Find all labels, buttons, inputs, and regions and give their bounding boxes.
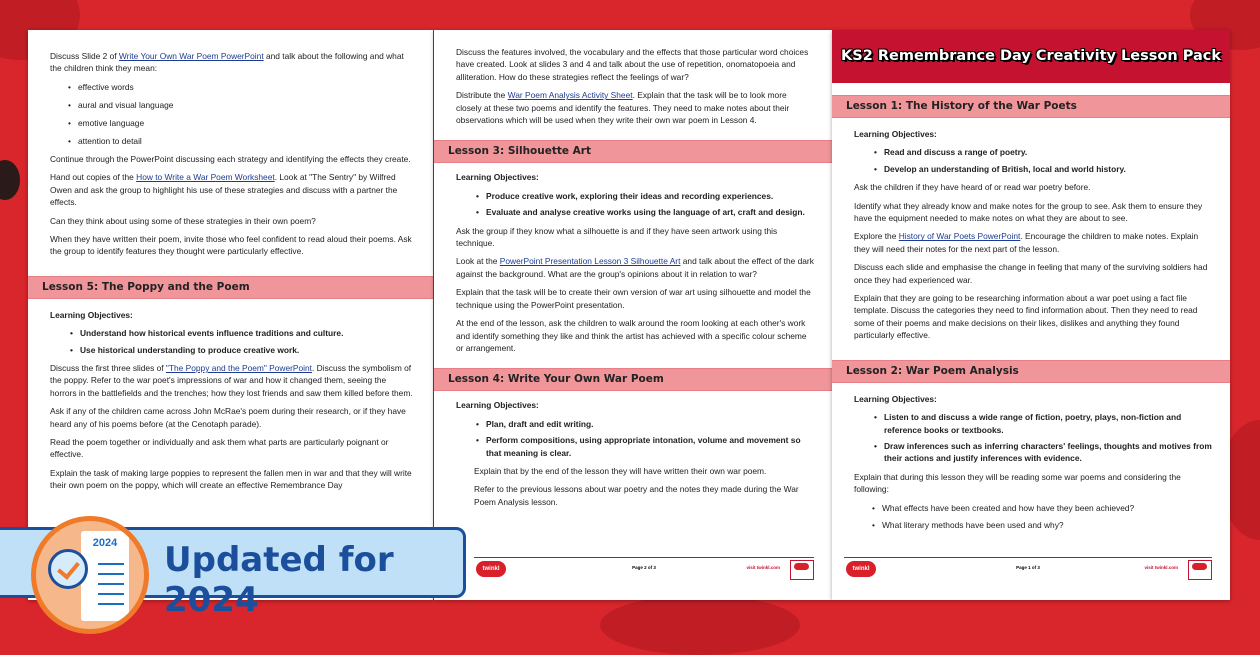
paragraph	[854, 230, 1212, 255]
list-item: • Listen to and discuss a wide range of fiction, poetry, plays, non-fiction and reference books or textbooks.	[874, 411, 1212, 436]
refresh-check-icon	[48, 549, 88, 589]
list-item: • effective words	[68, 81, 415, 93]
paragraph-text: . Encourage the children to make notes. Explain they will need their notes for the next part of the lesson.	[854, 231, 1199, 254]
banner-text: Updated for 2024	[164, 540, 394, 620]
paragraph	[456, 286, 814, 311]
page-footer	[474, 557, 814, 580]
paragraph	[50, 215, 415, 227]
list-item: • aural and visual language	[68, 99, 415, 111]
paragraph-text: When they have written their poem, invite those who feel confident to read aloud their poems. Ask the group to identify features they thought were particularly effective.	[50, 233, 412, 257]
resource-link[interactable]: PowerPoint Presentation Lesson 3 Silhouette Art	[499, 256, 681, 267]
paragraph-text: Refer to the previous lessons about war poetry and the notes they made during the War Poem Analysis lesson.	[474, 484, 799, 507]
paragraph	[456, 317, 814, 354]
paragraph	[456, 225, 814, 250]
paragraph-text: and talk about the effect of the dark against the background. What are the group's opinions about it in relation to war?	[456, 256, 814, 279]
list-item: • Use historical understanding to produce creative work.	[70, 344, 415, 356]
paragraph-text: Discuss each slide and emphasise the change in feeling that many of the surviving soldiers had once they had experienced war.	[854, 262, 1208, 285]
resource-link[interactable]: War Poem Analysis Activity Sheet	[507, 90, 633, 101]
updated-badge	[31, 516, 149, 634]
learning-objectives-label: Learning Objectives:	[456, 172, 539, 183]
paragraph	[50, 153, 415, 165]
paragraph-text: Ask if any of the children came across John McRae's poem during their research, or if they have heard any of his poems before (at the Cenotaph parade).	[50, 406, 406, 429]
learning-objectives-label: Learning Objectives:	[456, 400, 539, 411]
list-item: • Plan, draft and edit writing.	[476, 418, 814, 430]
page-footer	[844, 557, 1212, 580]
list-item: • Read and discuss a range of poetry.	[874, 146, 1212, 158]
paragraph-text: and talk about the following and what the children think they mean:	[50, 51, 404, 74]
learning-objectives-list	[70, 327, 415, 356]
site-link[interactable]: visit twinkl.com	[746, 565, 780, 570]
paragraph	[854, 471, 1212, 496]
paragraph	[474, 483, 814, 508]
list-item: • Evaluate and analyse creative works using the language of art, craft and design.	[476, 206, 814, 218]
quality-badge-icon	[1188, 560, 1212, 580]
list-item: • What literary methods have been used and why?	[872, 519, 1212, 531]
list-item: • Draw inferences such as inferring characters' feelings, thoughts and motives from their actions and justify inferences with evidence.	[874, 440, 1212, 465]
paragraph	[50, 50, 415, 75]
paragraph-text: . Look at "The Sentry" by Wilfred Owen and ask the group to highlight his use of these strategies and discuss with a partner the effects.	[50, 172, 398, 208]
paragraph-text: Identify what they already know and make notes for the group to see. Ask them to ensure they have the equipment needed to make notes on what they are about to see.	[854, 200, 1203, 224]
list-item: • Develop an understanding of British, local and world history.	[874, 163, 1212, 175]
resource-link[interactable]: "The Poppy and the Poem" PowerPoint	[165, 363, 312, 373]
paragraph	[50, 362, 415, 399]
paragraph-text: Explain that during this lesson they will be reading some war poems and considering the following:	[854, 471, 1181, 495]
paragraph	[50, 436, 415, 461]
lesson-heading: Lesson 1: The History of the War Poets	[832, 95, 1230, 118]
learning-objectives-list	[476, 418, 814, 459]
resource-link[interactable]: Write Your Own War Poem PowerPoint	[118, 51, 264, 61]
paragraph-text: Discuss Slide 2 of	[50, 51, 119, 61]
lesson-heading: Lesson 4: Write Your Own War Poem	[434, 368, 832, 391]
page-number: Page 1 of 3	[1016, 565, 1040, 570]
paragraph-text: At the end of the lesson, ask the children to walk around the room looking at each other's work and identify something they like and think the artist has achieved with a specific colour scheme or arrangement.	[456, 318, 807, 353]
poppy-center-decoration	[0, 160, 20, 200]
paragraph-text: . Discuss the symbolism of the poppy. Refer to the war poet's impressions of war and how it changed them, seeing the horrors in the battlefields and the trenches; how they lost friends and saw them killed before them.	[50, 363, 413, 398]
paragraph-text: Distribute the	[456, 90, 508, 101]
poppy-decoration	[600, 595, 800, 655]
learning-objectives-label: Learning Objectives:	[854, 129, 937, 139]
lesson-heading: Lesson 5: The Poppy and the Poem	[28, 276, 433, 299]
paragraph	[50, 233, 415, 258]
check-icon	[57, 556, 80, 580]
learning-objectives-list	[874, 411, 1212, 465]
site-link[interactable]: visit twinkl.com	[1144, 565, 1178, 570]
learning-objectives-list	[476, 190, 814, 219]
paragraph-text: Continue through the PowerPoint discussing each strategy and identifying the effects they create.	[50, 153, 411, 164]
paragraph-text: Explain that by the end of the lesson they will have written their own war poem.	[474, 465, 767, 476]
learning-objectives-list	[874, 146, 1212, 175]
twinkl-logo: twinkl	[846, 561, 876, 577]
paragraph	[50, 171, 415, 208]
paragraph	[456, 255, 814, 280]
learning-objectives-label: Learning Objectives:	[854, 393, 937, 404]
paragraph-text: Can they think about using some of these strategies in their own poem?	[50, 215, 316, 226]
list-item: • Understand how historical events influence traditions and culture.	[70, 327, 415, 339]
document-title: KS2 Remembrance Day Creativity Lesson Pack	[832, 30, 1230, 83]
paragraph-text: Explain that the task will be to create their own version of war art using silhouette and model the technique using the PowerPoint presentation.	[456, 287, 811, 310]
badge-year: 2024	[92, 537, 118, 549]
page-content	[434, 46, 832, 514]
paragraph	[854, 292, 1212, 342]
paragraph-text: Discuss the first three slides of	[50, 363, 166, 373]
paragraph-text: Explore the	[854, 231, 899, 242]
paragraph	[854, 181, 1212, 193]
resource-link[interactable]: How to Write a War Poem Worksheet	[136, 172, 275, 183]
paragraph-text: Explain the task of making large poppies to represent the fallen men in war and that they will write their own poem on the poppy, which will create an effective Remembrance Day	[50, 467, 412, 491]
page-content	[832, 77, 1230, 538]
paragraph-text: Ask the group if they know what a silhouette is and if they have seen artwork using this technique.	[456, 225, 778, 249]
document-page-left	[28, 30, 433, 600]
paragraph-text: Read the poem together or individually and ask them what parts are particularly poignant or effective.	[50, 437, 389, 460]
paragraph-text: Look at the	[456, 256, 500, 267]
calendar-document-icon	[81, 531, 129, 621]
lesson-heading: Lesson 2: War Poem Analysis	[832, 360, 1230, 383]
page-content	[28, 50, 433, 498]
twinkl-logo: twinkl	[476, 561, 506, 577]
paragraph-text: Discuss the features involved, the vocabulary and the effects that those particular word choices have created. Look at slides 3 and 4 and talk about the use of repetition, onomatopoeia and alliteration. How do these strategies reflect the feelings of war?	[456, 47, 809, 82]
bullet-list	[872, 502, 1212, 532]
page-number: Page 2 of 3	[632, 565, 656, 570]
learning-objectives-label: Learning Objectives:	[50, 309, 133, 320]
paragraph	[50, 467, 415, 492]
list-item: • emotive language	[68, 117, 415, 129]
paragraph	[456, 46, 814, 83]
lesson-heading: Lesson 3: Silhouette Art	[434, 140, 832, 163]
list-item: • What effects have been created and how have they been achieved?	[872, 502, 1212, 514]
document-page-2	[434, 30, 832, 600]
paragraph	[50, 405, 415, 430]
paragraph	[854, 200, 1212, 225]
paragraph-text: Hand out copies of the	[50, 172, 137, 183]
list-item: • Perform compositions, using appropriate intonation, volume and movement so that meaning is clear.	[476, 434, 814, 459]
paragraph-text: Ask the children if they have heard of or read war poetry before.	[854, 182, 1091, 193]
list-item: • attention to detail	[68, 135, 415, 147]
quality-badge-icon	[790, 560, 814, 580]
bullet-list	[68, 81, 415, 147]
paragraph-text: . Explain that the task will be to look more closely at these two poems and identify the features. They need to make notes about their observations which will be used when they write their own war poem in Lesson 4.	[456, 90, 790, 126]
paragraph	[854, 261, 1212, 286]
paragraph	[456, 89, 814, 126]
paragraph-text: Explain that they are going to be researching information about a war poet using a fact file template. Discuss the categories they need to find information about. Then they need to read some of their poems and make decisions on their likes, dislikes and anything they found particularly effective.	[854, 293, 1198, 341]
document-page-1	[832, 30, 1230, 600]
list-item: • Produce creative work, exploring their ideas and recording experiences.	[476, 190, 814, 202]
paragraph	[474, 465, 814, 477]
resource-link[interactable]: History of War Poets PowerPoint	[898, 231, 1021, 242]
